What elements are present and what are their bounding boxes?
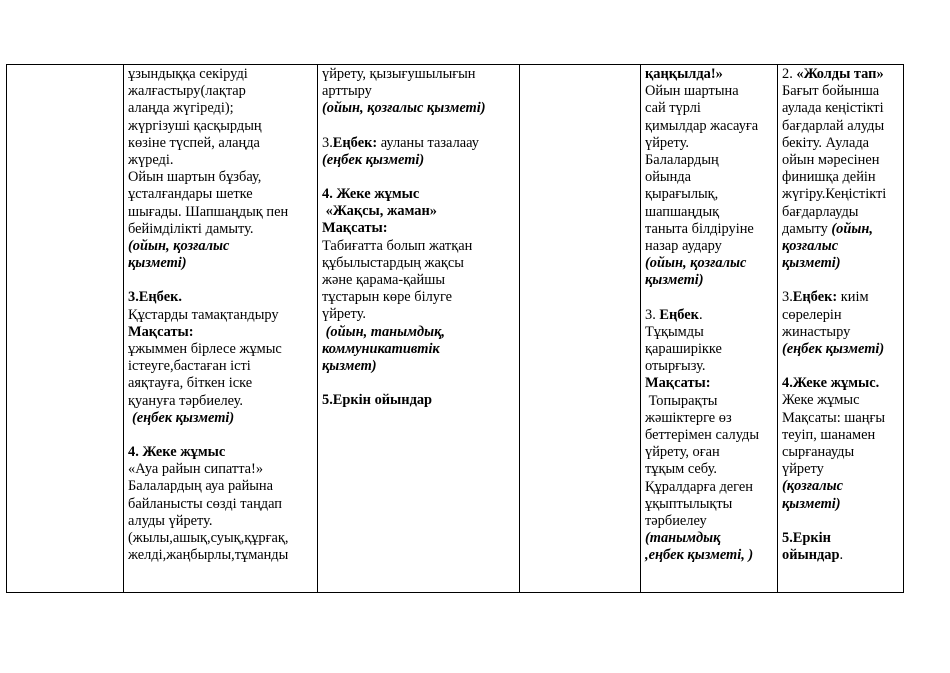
text-line: шапшаңдық <box>645 203 720 220</box>
text-line: Жеке жұмыс <box>782 392 860 409</box>
text-line: алуды үйрету. <box>128 512 213 529</box>
labor-title: Еңбек: <box>792 289 838 306</box>
column-1-empty <box>7 65 123 592</box>
labor-line: отырғызу. <box>645 358 706 375</box>
labor-title: 3.Еңбек. <box>128 289 182 306</box>
text-line <box>782 221 900 238</box>
goal-line: беттерімен салуды <box>645 427 760 444</box>
activity-type: (танымдық <box>645 530 721 547</box>
develop-text: дамыту <box>782 220 832 237</box>
text-line: ұсталғандары шетке <box>128 186 253 203</box>
goal-line: тұстарын көре білуге <box>322 289 453 306</box>
activity-type: (еңбек қызметі) <box>132 409 235 426</box>
column-3 <box>317 65 519 592</box>
free-games-title: 5.Еркін ойындар <box>322 392 433 409</box>
text-line: жүреді. <box>128 152 174 169</box>
free-games-dot: . <box>839 547 844 564</box>
text-line: аулада кеңістікті <box>782 100 884 117</box>
labor-title: Еңбек: <box>332 134 378 151</box>
game-title: «Жолды тап» <box>796 66 884 82</box>
text-line: арттыру <box>322 83 372 100</box>
goal-line: Топырақты <box>645 392 718 409</box>
activity-type: қызмет) <box>322 358 377 375</box>
text-line: таныта білдіруіне <box>645 220 754 237</box>
text-line: Мақсаты: шаңғы <box>782 409 886 426</box>
goal-line: аяқтауға, біткен іске <box>128 375 253 392</box>
activity-type: қызметі) <box>782 495 841 512</box>
text-line: Ойын шартына <box>645 83 739 100</box>
goal-line: жәшіктерге өз <box>645 409 732 426</box>
text-line: бекіту. Аулада <box>782 134 870 151</box>
goal-line: тұқым себу. <box>645 461 717 478</box>
text-line: бейімділікті дамыту. <box>128 220 254 237</box>
text-line: үйрету <box>782 461 824 478</box>
text-line: Балалардың ауа райына <box>128 478 274 495</box>
activity-type: (ойын, қозғалыс <box>128 238 230 255</box>
labor-line: қараширікке <box>645 341 722 358</box>
text-line: желді,жаңбырлы,тұманды <box>128 547 289 564</box>
text-line: қырағылық, <box>645 186 719 203</box>
column-5 <box>640 65 777 592</box>
activity-type: (ойын, танымдық, <box>322 323 445 340</box>
activity-type: (еңбек қызметі) <box>322 151 425 168</box>
game-title-line <box>782 66 900 83</box>
game-name-end: қаңқылда!» <box>645 66 723 82</box>
text-line: қимылдар жасауға <box>645 117 759 134</box>
text-line: сай түрлі <box>645 100 701 117</box>
individual-game-name: «Жақсы, жаман» <box>322 203 437 220</box>
goal-label: Мақсаты: <box>322 220 388 237</box>
goal-line: тәрбиелеу <box>645 513 707 530</box>
free-games-title: ойындар <box>782 547 840 564</box>
schedule-table <box>6 64 904 593</box>
labor-line: Тұқымды <box>645 323 704 340</box>
goal-label: Мақсаты: <box>128 323 194 340</box>
text-line: байланысты сөзді таңдап <box>128 495 282 512</box>
text-line: ойын мәресінен <box>782 152 880 169</box>
labor-line: жинастыру <box>782 323 851 340</box>
text-line: үйрету, қызығушылығын <box>322 66 476 82</box>
goal-line: Құралдарға деген <box>645 478 753 495</box>
text-line: бағдарлай алуды <box>782 117 885 134</box>
text-line: бағдарлауды <box>782 203 859 220</box>
labor-text: ауланы тазалаау <box>377 134 479 151</box>
activity-type: қызметі) <box>782 255 841 272</box>
goal-line: қуануға тәрбиелеу. <box>128 392 244 409</box>
individual-work-title: 4. Жеке жұмыс <box>322 186 420 203</box>
labor-line <box>322 135 516 152</box>
text-line: жалғастыру(лақтар <box>128 83 246 100</box>
text-line: (жылы,ашық,суық,құрғақ, <box>128 530 289 547</box>
text-line: Балалардың <box>645 152 719 169</box>
goal-line: ұжыммен бірлесе жұмыс <box>128 341 282 358</box>
column-2 <box>123 65 317 592</box>
activity-type: қызметі) <box>645 272 704 289</box>
text-line: ұзындыққа секіруді <box>128 66 248 82</box>
labor-line <box>782 289 900 306</box>
labor-text: киім <box>837 289 869 306</box>
goal-line: үйрету, оған <box>645 444 720 461</box>
labor-line <box>645 307 774 324</box>
goal-line: және қарама-қайшы <box>322 272 445 289</box>
game-number: 2. <box>782 66 797 82</box>
text-line: үйрету. <box>645 134 689 151</box>
activity-type: (ойын, қозғалыс қызметі) <box>322 100 486 117</box>
labor-task: Құстарды тамақтандыру <box>128 306 279 323</box>
individual-work-title: 4.Жеке жұмыс. <box>782 375 880 392</box>
activity-type: ,еңбек қызметі, ) <box>645 547 754 564</box>
text-line: ойында <box>645 169 691 186</box>
goal-line: ұқыптылықты <box>645 495 733 512</box>
text-line: назар аудару <box>645 238 722 255</box>
text-line: жүргізуші қасқырдың <box>128 117 262 134</box>
free-games-line <box>782 547 900 564</box>
text-line: теуіп, шанамен <box>782 426 876 443</box>
activity-type: қозғалыс <box>782 238 839 255</box>
text-line: «Ауа райын сипатта!» <box>128 461 264 478</box>
activity-type: (қозғалыс <box>782 478 843 495</box>
labor-title: Еңбек <box>659 306 699 323</box>
goal-line: құбылыстардың жақсы <box>322 254 464 271</box>
labor-prefix: 3. <box>322 134 333 151</box>
text-line: Бағыт бойынша <box>782 83 880 100</box>
individual-work-title: 4. Жеке жұмыс <box>128 444 226 461</box>
goal-label: Мақсаты: <box>645 375 711 392</box>
labor-prefix: 3. <box>645 306 660 323</box>
activity-type: (ойын, қозғалыс <box>645 255 747 272</box>
text-line: финишқа дейін <box>782 169 876 186</box>
goal-line: істеуге,бастаған істі <box>128 358 251 375</box>
text-line: көзіне түспей, алаңда <box>128 134 260 151</box>
text-line: Ойын шартын бұзбау, <box>128 169 262 186</box>
text-line: шығады. Шапшаңдық пен <box>128 203 289 220</box>
text-line: сырғанауды <box>782 444 855 461</box>
activity-type: коммуникативтік <box>322 340 440 357</box>
column-4-empty <box>519 65 640 592</box>
free-games-title: 5.Еркін <box>782 529 831 546</box>
text-line: алаңда жүгіреді); <box>128 100 234 117</box>
text-line: жүгіру.Кеңістікті <box>782 186 887 203</box>
labor-prefix: 3. <box>782 289 793 306</box>
activity-type: (еңбек қызметі) <box>782 341 885 358</box>
goal-line: Табиғатта болып жатқан <box>322 237 473 254</box>
labor-dot: . <box>698 306 703 323</box>
labor-line: сөрелерін <box>782 306 842 323</box>
activity-type: қызметі) <box>128 255 187 272</box>
goal-line: үйрету. <box>322 306 366 323</box>
column-6 <box>777 65 903 592</box>
activity-type: (ойын, <box>831 220 873 237</box>
